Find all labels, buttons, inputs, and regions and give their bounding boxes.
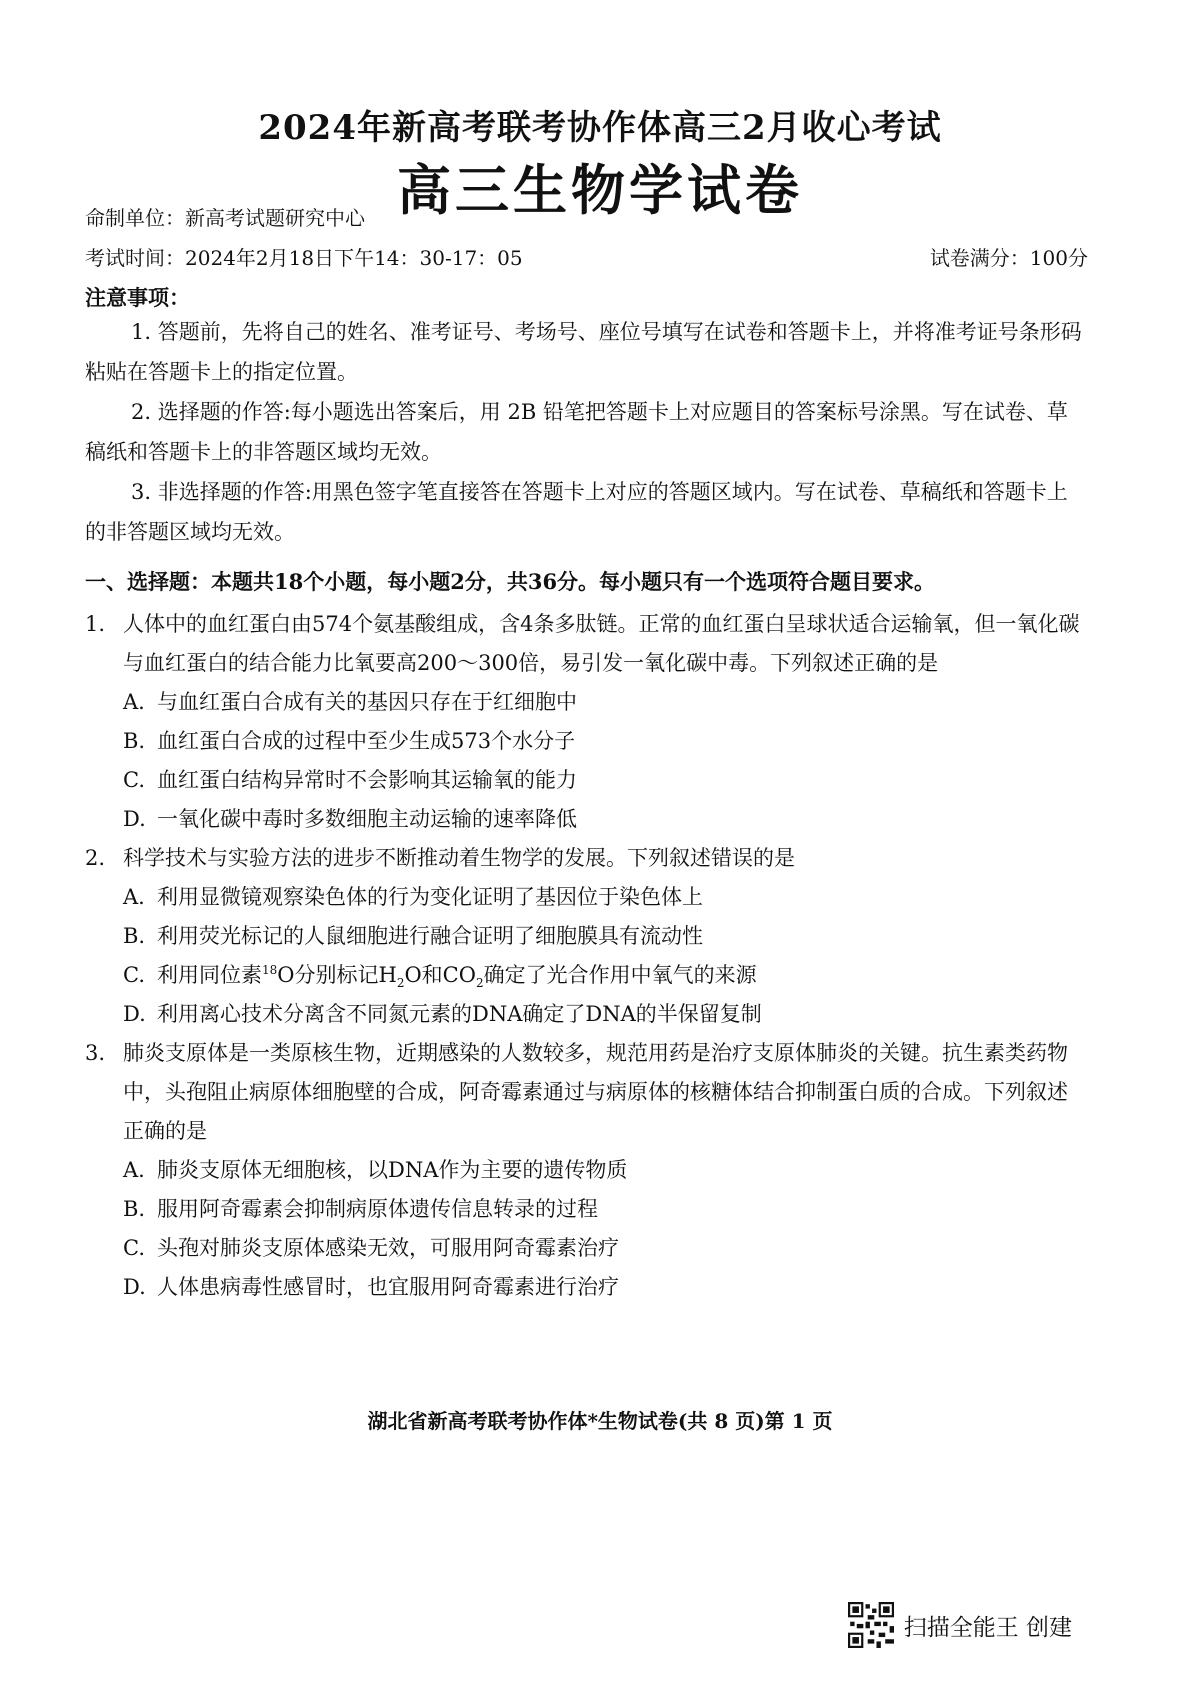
question-stem: 肺炎支原体是一类原核生物，近期感染的人数较多，规范用药是治疗支原体肺炎的关键。抗生素类药物中，头孢阻止病原体细胞壁的合成，阿奇霉素通过与病原体的核糖体结合抑制蛋白质的合成。下列叙述正确的是 — [123, 1041, 1068, 1143]
option-b — [123, 722, 1085, 761]
option-text: 人体患病毒性感冒时，也宜服用阿奇霉素进行治疗 — [157, 1275, 619, 1299]
question-number: 1. — [85, 612, 106, 636]
formula-subscript: 2 — [475, 976, 484, 991]
option-label: A. — [123, 690, 145, 714]
option-text: 利用离心技术分离含不同氮元素的DNA确定了DNA的半保留复制 — [157, 1002, 762, 1026]
exam-title: 2024年新高考联考协作体高三2月收心考试 — [258, 108, 942, 148]
option-a — [123, 1151, 1085, 1190]
notice-item: 3. 非选择题的作答:用黑色签字笔直接答在答题卡上对应的答题区域内。写在试卷、草稿纸和答题卡上的非答题区域均无效。 — [85, 480, 1068, 544]
scanner-label: 扫描全能王 创建 — [903, 1614, 1072, 1641]
question-number: 3. — [85, 1041, 106, 1065]
option-d — [123, 1268, 1085, 1307]
option-a — [123, 878, 1085, 917]
option-label: C. — [123, 768, 145, 792]
option-text: 头孢对肺炎支原体感染无效，可服用阿奇霉素治疗 — [157, 1236, 619, 1260]
question-stem: 人体中的血红蛋白由574个氨基酸组成，含4条多肽链。正常的血红蛋白呈球状适合运输氧，但一氧化碳与血红蛋白的结合能力比氧要高200～300倍，易引发一氧化碳中毒。下列叙述正确的是 — [123, 612, 1080, 675]
option-label: D. — [123, 1002, 146, 1026]
option-label: D. — [123, 807, 146, 831]
option-label: A. — [123, 1158, 145, 1182]
question-stem: 科学技术与实验方法的进步不断推动着生物学的发展。下列叙述错误的是 — [123, 846, 795, 870]
option-text: 肺炎支原体无细胞核，以DNA作为主要的遗传物质 — [157, 1158, 628, 1182]
qr-code-icon — [848, 1602, 894, 1648]
question-1 — [85, 605, 1085, 839]
option-c — [123, 956, 1085, 995]
isotope-superscript: 18 — [262, 963, 278, 977]
option-label: B. — [123, 924, 146, 948]
section-heading: 一、选择题：本题共18个小题，每小题2分，共36分。每小题只有一个选项符合题目要求。 — [85, 569, 936, 594]
notice-heading: 注意事项： — [85, 285, 190, 310]
question-3 — [85, 1034, 1085, 1307]
option-d — [123, 800, 1085, 839]
notice-item: 1. 答题前，先将自己的姓名、准考证号、考场号、座位号填写在试卷和答题卡上，并将准考证号条形码粘贴在答题卡上的指定位置。 — [85, 320, 1082, 384]
question-2 — [85, 839, 1085, 1034]
full-score: 试卷满分：100分 — [929, 246, 1088, 270]
scanner-watermark — [848, 1602, 1072, 1648]
option-text: 血红蛋白结构异常时不会影响其运输氧的能力 — [157, 768, 577, 792]
option-c — [123, 1229, 1085, 1268]
option-text: 利用荧光标记的人鼠细胞进行融合证明了细胞膜具有流动性 — [157, 924, 703, 948]
issuing-unit: 命制单位：新高考试题研究中心 — [85, 206, 365, 230]
option-label: B. — [123, 1197, 146, 1221]
question-number: 2. — [85, 846, 106, 870]
option-label: D. — [123, 1275, 146, 1299]
option-label: C. — [123, 1236, 145, 1260]
paper-title: 高三生物学试卷 — [397, 158, 803, 222]
option-text-part: 确定了光合作用中氧气的来源 — [483, 963, 757, 987]
option-text-part: 利用同位素 — [157, 963, 262, 987]
notice-list — [85, 312, 1085, 552]
notice-item: 2. 选择题的作答:每小题选出答案后，用 2B 铅笔把答题卡上对应题目的答案标号涂黑。写在试卷、草稿纸和答题卡上的非答题区域均无效。 — [85, 400, 1068, 464]
option-text: 一氧化碳中毒时多数细胞主动运输的速率降低 — [157, 807, 577, 831]
option-text: 服用阿奇霉素会抑制病原体遗传信息转录的过程 — [157, 1197, 598, 1221]
formula-subscript: 2 — [396, 976, 405, 991]
option-c — [123, 761, 1085, 800]
option-label: A. — [123, 885, 145, 909]
option-label: B. — [123, 729, 146, 753]
option-text-part: O分别标记H — [277, 963, 397, 987]
option-text: 与血红蛋白合成有关的基因只存在于红细胞中 — [157, 690, 577, 714]
option-a — [123, 683, 1085, 722]
option-b — [123, 1190, 1085, 1229]
exam-time: 考试时间：2024年2月18日下午14：30-17：05 — [85, 246, 523, 270]
page-footer: 湖北省新高考联考协作体*生物试卷(共 8 页)第 1 页 — [367, 1409, 833, 1433]
option-text-part: O和CO — [404, 963, 476, 987]
option-d — [123, 995, 1085, 1034]
question-list — [85, 605, 1085, 1307]
option-label: C. — [123, 963, 145, 987]
option-b — [123, 917, 1085, 956]
option-text: 血红蛋白合成的过程中至少生成573个水分子 — [157, 729, 576, 753]
option-text: 利用显微镜观察染色体的行为变化证明了基因位于染色体上 — [157, 885, 703, 909]
